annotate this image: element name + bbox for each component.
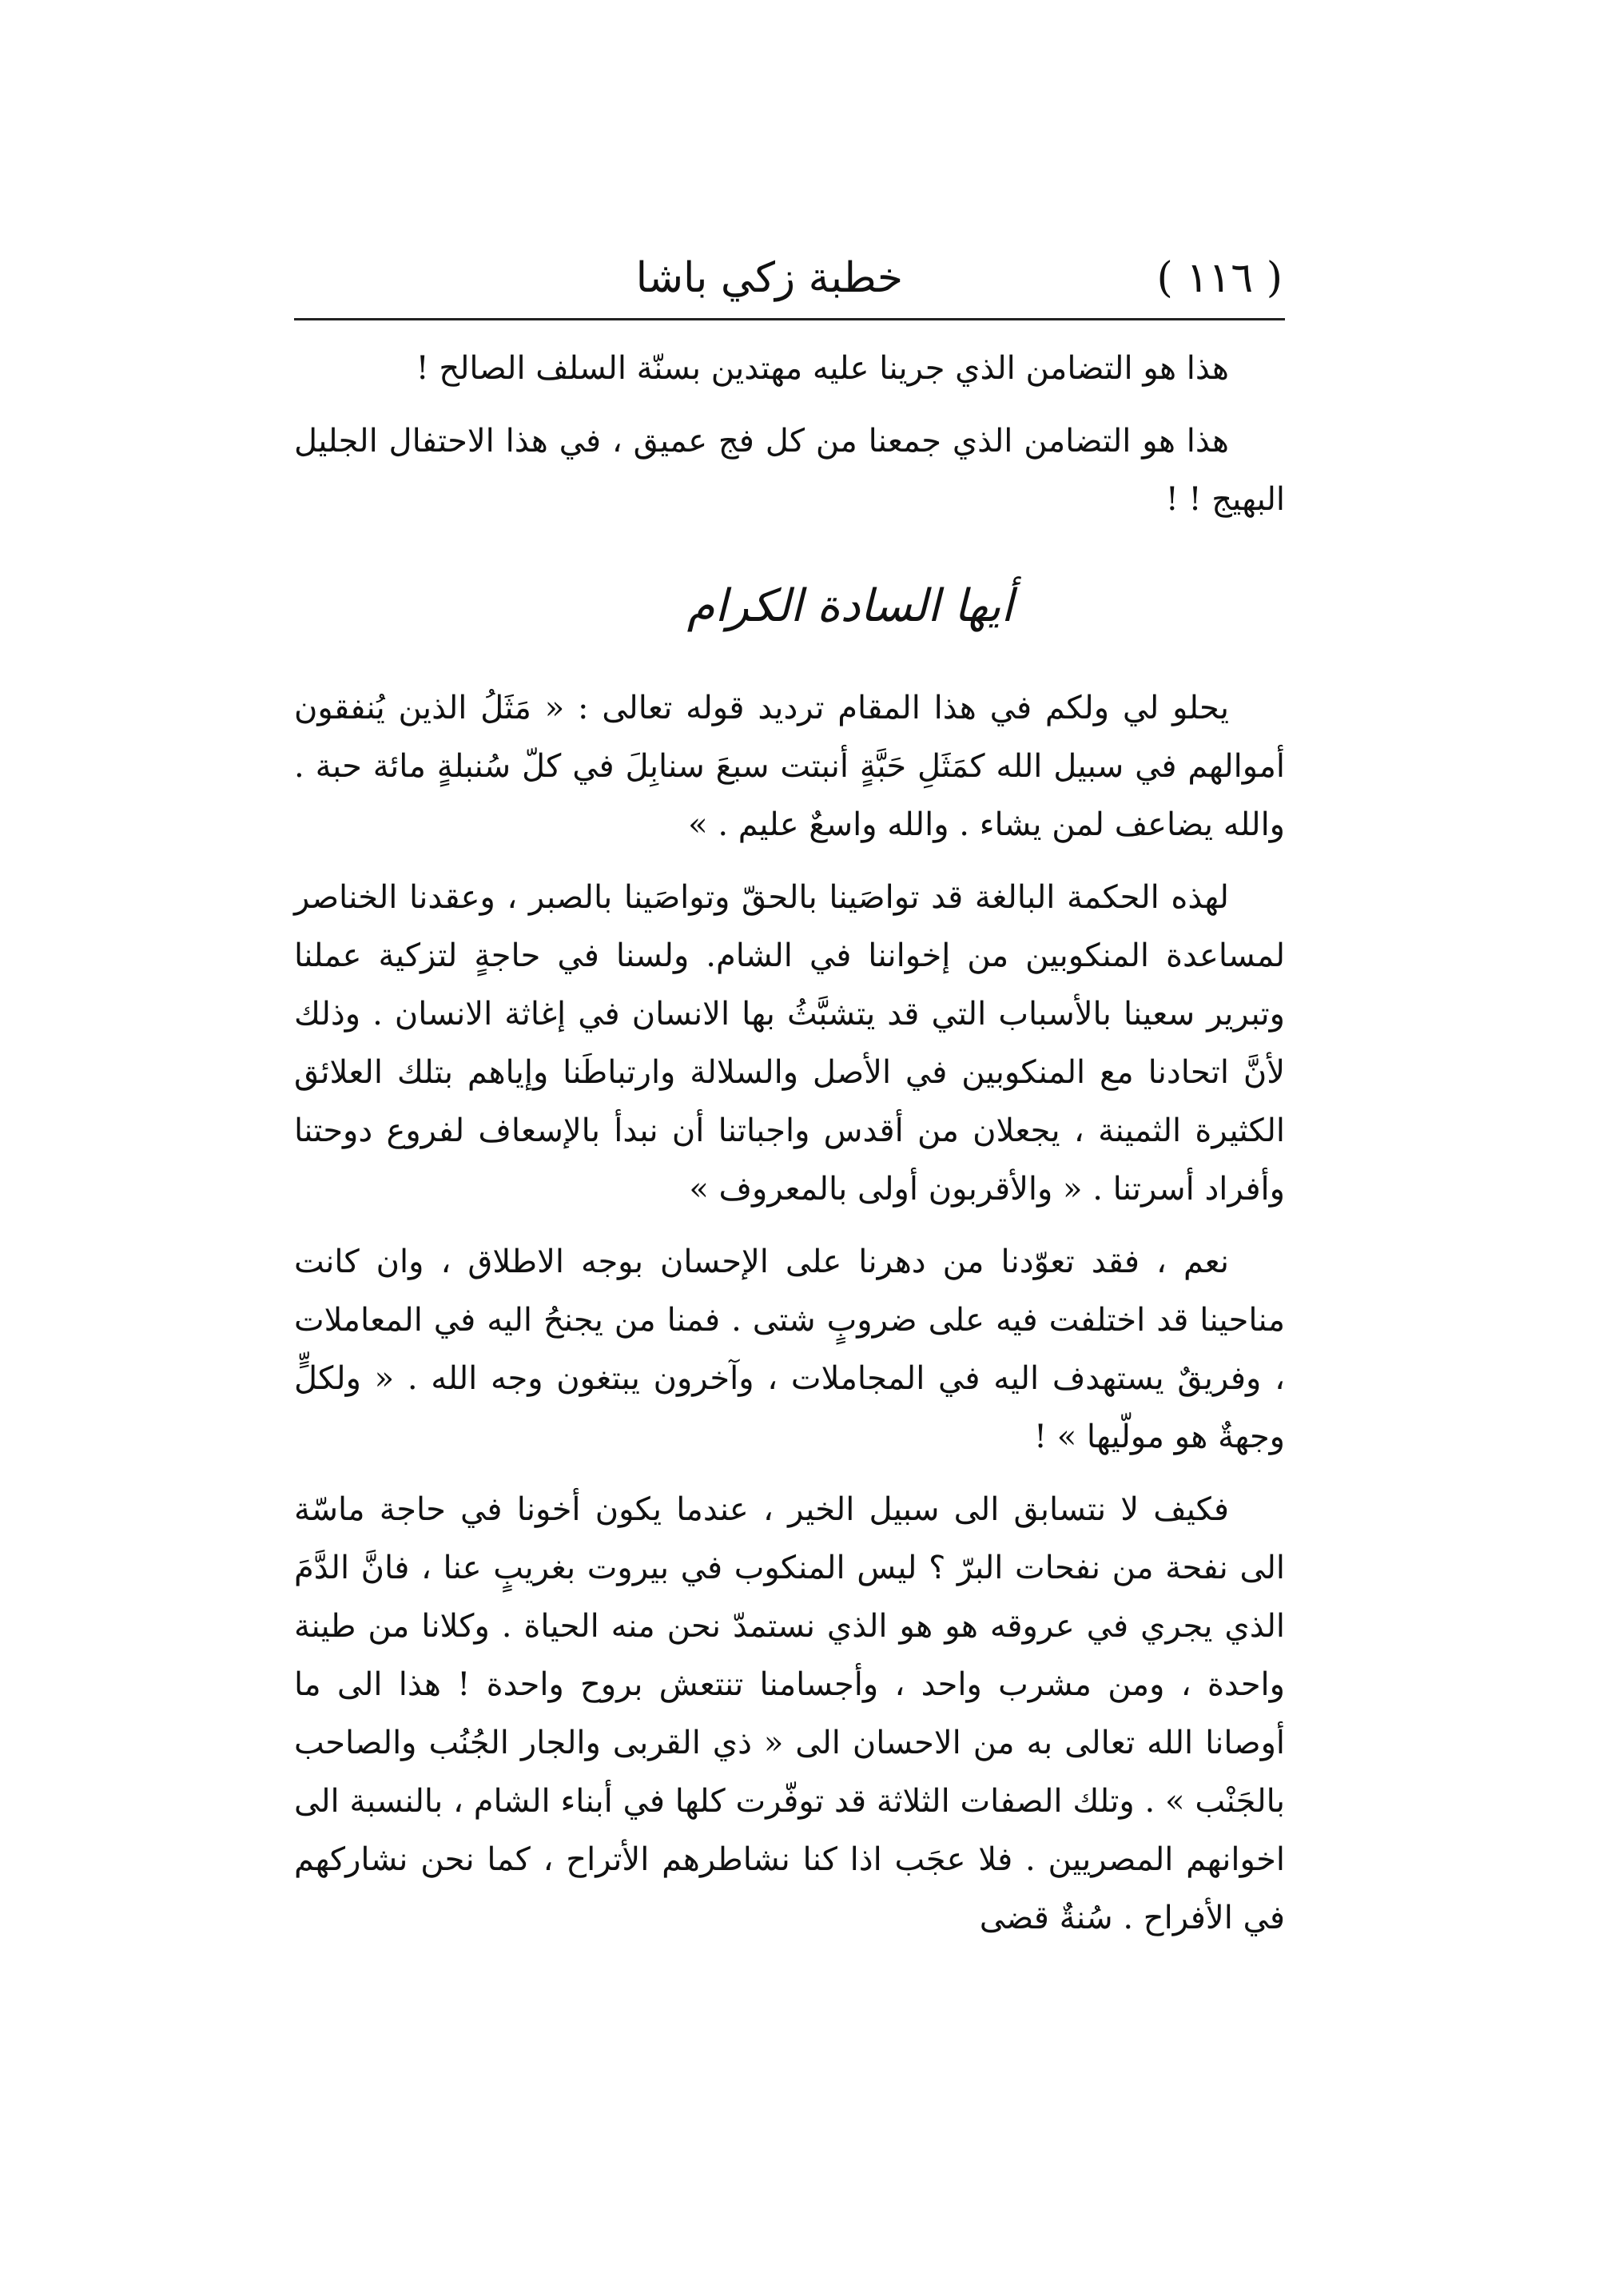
paragraph-2: هذا هو التضامن الذي جمعنا من كل فج عميق ، في هذا الاحتفال الجليل البهيج ! ! bbox=[294, 423, 1285, 518]
page-number: ( ١١٦ ) bbox=[1156, 254, 1283, 302]
paragraph-4: لهذه الحكمة البالغة قد تواصَينا بالحقّ وتواصَينا بالصبر ، وعقدنا الخناصر لمساعدة المنكوبين من إخواننا في الشام. ولسنا في حاجةٍ لتزكية عملنا وتبرير سعينا بالأسباب التي قد يتشبَّثُ بها الانسان في إغاثة الانسان . وذلك لأنَّ اتحادنا مع المنكوبين في الأصل والسلالة وارتباطَنا وإياهم بتلك العلائق الكثيرة الثمينة ، يجعلان من أقدس واجباتنا أن نبدأ بالإسعاف لفروع دوحتنا وأفراد أسرتنا . « والأقربون أولى بالمعروف » bbox=[294, 879, 1285, 1208]
section-heading: أيها السادة الكرام bbox=[686, 580, 1013, 632]
body-text bbox=[294, 340, 1285, 1948]
chapter-title: خطبة زكي باشا bbox=[635, 254, 903, 302]
paragraph-1: هذا هو التضامن الذي جرينا عليه مهتدين بسنّة السلف الصالح ! bbox=[416, 350, 1229, 387]
paragraph-6: فكيف لا نتسابق الى سبيل الخير ، عندما يكون أخونا في حاجة ماسّة الى نفحة من نفحات البرّ ؟ ليس المنكوب في بيروت بغريبٍ عنا ، فانَّ الدَّمَ الذي يجري في عروقه هو هو الذي نستمدّ نحن منه الحياة . وكلانا من طينة واحدة ، ومن مشرب واحد ، وأجسامنا تنتعش بروح واحدة ! هذا الى ما أوصانا الله تعالى به من الاحسان الى « ذي القربى والجار الجُنُب والصاحب بالجَنْب » . وتلك الصفات الثلاثة قد توفّرت كلها في أبناء الشام ، بالنسبة الى اخوانهم المصريين . فلا عجَب اذا كنا نشاطرهم الأتراح ، كما نحن نشاركهم في الأفراح . سُنةٌ قضى bbox=[294, 1491, 1285, 1936]
paragraph-5: نعم ، فقد تعوّدنا من دهرنا على الإحسان بوجه الاطلاق ، وان كانت مناحينا قد اختلفت فيه على ضروبٍ شتى . فمنا من يجنحُ اليه في المعاملات ، وفريقٌ يستهدف اليه في المجاملات ، وآخرون يبتغون وجه الله . « ولكلٍّ وجهةٌ هو مولّيها » ! bbox=[294, 1244, 1285, 1455]
running-head bbox=[296, 244, 1283, 316]
header-rule bbox=[294, 318, 1285, 320]
paragraph-3: يحلو لي ولكم في هذا المقام ترديد قوله تعالى : « مَثَلُ الذين يُنفقون أموالهم في سبيل الله كمَثَلِ حَبَّةٍ أنبتت سبعَ سنابِلَ في كلّ سُنبلةٍ مائة حبة . والله يضاعف لمن يشاء . والله واسعٌ عليم . » bbox=[294, 690, 1285, 843]
